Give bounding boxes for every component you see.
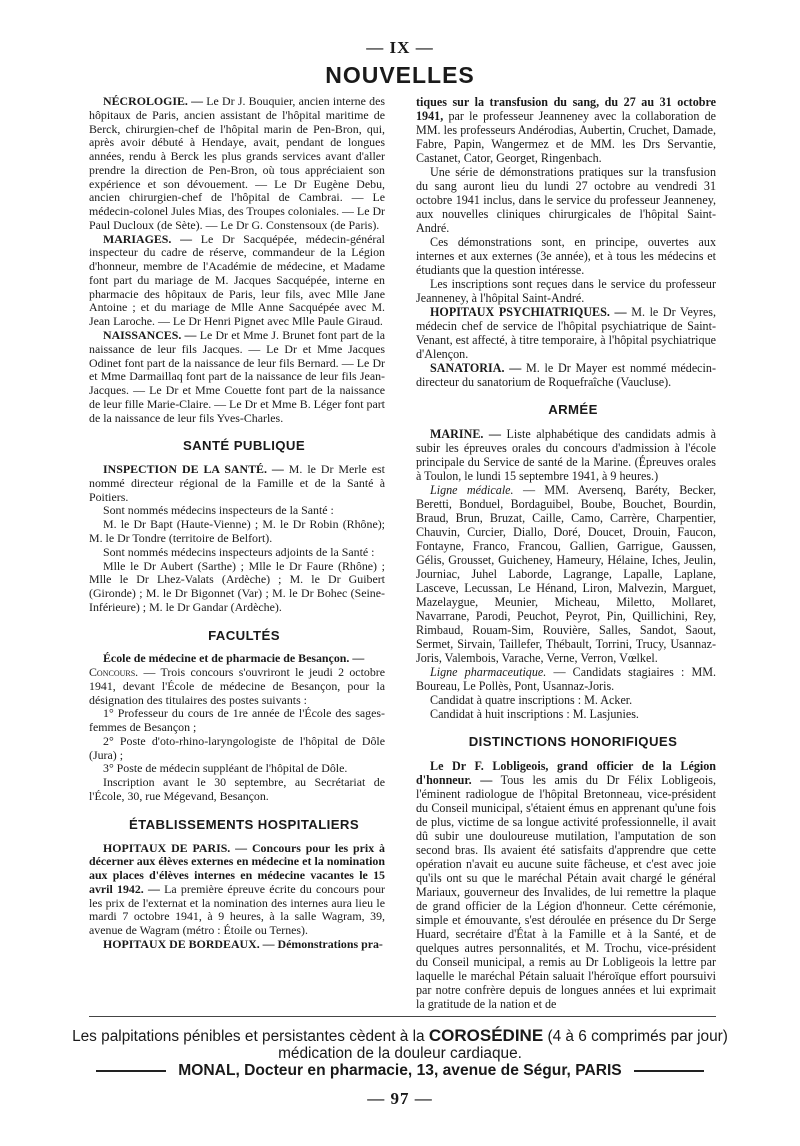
inspection-p3: M. le Dr Bapt (Haute-Vienne) ; M. le Dr Robin (Rhône); M. le Dr Tondre (territoire de Belfort). <box>89 517 385 545</box>
ad-line-1 <box>0 1026 800 1046</box>
necrologie-paragraph <box>89 95 385 233</box>
necrologie-text: Le Dr J. Bouquier, ancien interne des hôpitaux de Paris, ancien assistant de l'hôpital maritime de Berck, chirurgien-chef de l'hôpital marin de Pen-Bron, qui, après avoir débuté à Hendaye, avait, pendant de longues années, rendu à Berck les plus grands services avant d'aller prendre la direction de Pen-Bron, où tous appréciaient son expérience et son dévouement. — Le Dr Eugène Debu, ancien chirurgien-chef de l'hôpital de Cambrai. — Le médecin-colonel Jules Mias, des Troupes coloniales. — Le Dr Paul Ducloux (de Sète). — Le Dr G. Constensoux (de Paris). <box>89 94 385 232</box>
naissances-paragraph <box>89 329 385 425</box>
sanatoria-text: M. le Dr Mayer est nommé médecin-directeur du sanatorium de Roquefraîche (Vaucluse). <box>416 361 716 389</box>
marine-heading: MARINE. — <box>430 427 502 441</box>
lobligeois-text: Tous les amis du Dr Félix Lobligeois, l'éminent radiologue de l'hôpital Bretonneau, vice-président du Conseil municipal, s'étaient émus en apprenant qu'une fois de plus, victime de sa longue activité professionnelle, il avait dû subir une douloureuse mutilation, l'amputation de son second bras. Ils avaient été satisfaits d'apprendre que cette opération n'avait eu aucune suite fâcheuse, et c'est avec joie qu'ils ont su que le maréchal Pétain avait chargé le général Mariaux, gouverneur des Invalides, de lui remettre la plaque de grand officier de la Légion d'honneur. Cette cérémonie, simple et émouvante, s'est déroulée en présence du Dr Serge Huard, secrétaire d'État à la Famille et à la Santé, et de quelques autres personnalités, et M. Trochu, vice-président du Conseil municipal, a remis au Dr Lobligeois la lettre par laquelle le maréchal Pétain saluait l'héroïque effort poursuivi par notre confrère depuis de longues années et lui exprimait la gratitude de la nation et de <box>416 773 716 1011</box>
psychiatriques-heading: HOPITAUX PSYCHIATRIQUES. — <box>430 305 627 319</box>
ecole-heading: École de médecine et de pharmacie de Besançon. — <box>103 651 365 666</box>
concours-item-1: 1° Professeur du cours de 1re année de l'École des sages-femmes de Besançon ; <box>89 706 385 735</box>
candidat-huit: Candidat à huit inscriptions : M. Lasjunies. <box>430 707 639 721</box>
ad-line-2: médication de la douleur cardiaque. <box>278 1045 522 1062</box>
mariages-heading: MARIAGES. — <box>103 231 192 246</box>
psychiatriques-text: M. le Dr Veyres, médecin chef de service de l'hôpital psychiatrique de Saint-Venant, est affecté, à titre temporaire, à l'hôpital psychiatrique d'Alençon. <box>416 305 716 361</box>
hopitaux-bordeaux-heading: HOPITAUX DE BORDEAUX. — Démonstrations pra- <box>103 936 383 951</box>
page-number-roman: — IX — <box>366 38 434 57</box>
lobligeois-paragraph <box>416 759 716 1011</box>
psychiatriques-paragraph <box>416 305 716 361</box>
ad-dosage: (4 à 6 comprimés par jour) <box>547 1028 728 1045</box>
ligne-medicale-paragraph <box>416 483 716 665</box>
ligne-medicale-label: Ligne médicale. <box>430 483 514 497</box>
ligne-pharma-list: — Candidats stagiaires : MM. Boureau, Le Pollès, Pont, Usannaz-Joris. <box>416 665 716 693</box>
left-column <box>89 95 385 952</box>
inspection-heading: INSPECTION DE LA SANTÉ. — <box>103 462 284 477</box>
ad-line-1-text: Les palpitations pénibles et persistantes cèdent à la <box>72 1028 425 1045</box>
section-sante-publique: SANTÉ PUBLIQUE <box>182 438 306 454</box>
candidat-quatre: Candidat à quatre inscriptions : M. Acker. <box>430 693 633 707</box>
page-number: — 97 — <box>367 1089 433 1108</box>
ad-brand: COROSÉDINE <box>428 1026 544 1045</box>
ligne-pharma-label: Ligne pharmaceutique. <box>430 665 547 679</box>
mariages-text: Le Dr Sacquépée, médecin-général inspecteur du cadre de réserve, commandeur de la Légion d'honneur, membre de l'Académie de médecine, et Madame font part du mariage de M. Jacques Sacquépée, interne en pharmacie des hôpitaux de Paris, leur fils, avec Mlle Jane Antoine ; et du mariage de Mlle Anne Sacquépée avec M. Jean Laroche. — Le Dr Henri Pignet avec Mlle Paule Giraud. <box>89 231 385 329</box>
concours-item-4: Inscription avant le 30 septembre, au Secrétariat de l'École, 30, rue Mégevand, Besançon. <box>89 775 385 803</box>
ad-rule-left <box>96 1070 166 1072</box>
section-etablissements: ÉTABLISSEMENTS HOSPITALIERS <box>128 816 360 832</box>
ad-company: MONAL, <box>178 1062 240 1079</box>
bordeaux-continued-text: par le professeur Jeanneney avec la collaboration de MM. les professeurs Andérodias, Aubertin, Cruchet, Damade, Fabre, Papin, Wangermez et de MM. les Drs Servantie, Castanet, Cator, Georget, Ringenbach. <box>416 109 717 165</box>
section-distinctions: DISTINCTIONS HONORIFIQUES <box>468 734 678 749</box>
right-column <box>416 95 716 1011</box>
concours-text: Trois concours s'ouvriront le jeudi 2 octobre 1941, devant l'École de médecine de Besançon, pour la désignation des titulaires des postes suivants : <box>89 665 385 707</box>
lobligeois-heading: Le Dr F. Lobligeois, grand officier de la Légion d'honneur. — <box>416 759 716 787</box>
mariages-paragraph <box>89 233 385 329</box>
naissances-text: Le Dr et Mme J. Brunet font part de la naissance de leur fils Jacques. — Le Dr et Mme Jacques Odinet font part de la naissance de leur fils Bernard. — Le Dr et Mme Darmaillaq font part de la naissance de leur fils Jean-Jacques. — Le Dr et Mme Couette font part de la naissance de leur fille Marie-Claire. — Le Dr et Mme B. Léger font part de la naissance de leur fils Yves-Charles. <box>89 328 385 425</box>
concours-item-2: 2° Poste d'oto-rhino-laryngologiste de l'hôpital de Dôle (Jura) ; <box>89 733 385 762</box>
inspection-text: M. le Dr Merle est nommé directeur régional de la Famille et de la Santé à Poitiers. <box>89 462 385 504</box>
necrologie-heading: NÉCROLOGIE. — <box>103 94 204 108</box>
ligne-medicale-list: — MM. Aversenq, Baréty, Becker, Beretti, Bonduel, Bordaguibel, Boube, Bouchet, Bourdin, Braud, Brun, Bruzat, Caille, Camo, Carrère, Charpentier, Chauvin, Curcier, Diallo, Doré, Doucet, Drouin, Faucon, Fontayne, Franco, Francou, Gallien, Garrigue, Gaussen, Gélis, Grousset, Guicheney, Hameury, Hélaine, Iches, Jeulin, Journiac, Juhel Laborde, Lagrange, Lapalle, Laplane, Lasceve, Lecussan, Le Hénand, Liron, Malvezin, Marguet, Mazelaygue, Meunier, Micheau, Miletto, Mollaret, Navarrane, Parodi, Peuchot, Peyrot, Pin, Quillichini, Rey, Rimbaud, Rouam-Sim, Rouvière, Salles, Sandot, Saout, Sermet, Sirvain, Taillefer, Thébault, Torrini, Trucy, Usannaz-Joris, Valembois, Varache, Verne, Verron, Vœlkel. <box>416 483 717 665</box>
bordeaux-p3: Ces démonstrations sont, en principe, ouvertes aux internes et aux externes (3e année), et à tous les médecins et étudiants que la question intéresse. <box>416 235 716 277</box>
hopitaux-paris-paragraph <box>89 842 385 938</box>
ligne-pharma-paragraph <box>416 665 716 693</box>
bordeaux-continued <box>416 95 716 165</box>
marine-paragraph <box>416 427 716 483</box>
inspection-p4: Sont nommés médecins inspecteurs adjoints de la Santé : <box>103 544 375 559</box>
ad-rule-right <box>634 1070 704 1072</box>
hopitaux-bordeaux-paragraph <box>89 938 385 952</box>
concours-heading: Concours. — <box>89 665 156 680</box>
bordeaux-continued-bold: tiques sur la transfusion du sang, du 27 au 31 octobre 1941, <box>416 95 716 123</box>
inspection-p5: Mlle le Dr Aubert (Sarthe) ; Mlle le Dr Faure (Rhône) ; Mlle le Dr Lhez-Valats (Ardèche) ; M. le Dr Guibert (Gironde) ; M. le Dr Bigonnet (Var) ; M. le Dr Bohec (Seine-Inférieure) ; M. le Dr Gandar (Ardèche). <box>89 558 385 614</box>
inspection-p2: Sont nommés médecins inspecteurs de la Santé : <box>103 503 334 518</box>
marine-text: Liste alphabétique des candidats admis à subir les épreuves orales du concours d'admission à l'école principale du Service de santé de la Marine. (Épreuves orales à Toulon, le lundi 15 septembre 1941, à 9 heures.) <box>416 427 717 483</box>
section-facultes: FACULTÉS <box>208 627 280 643</box>
concours-paragraph <box>89 666 385 707</box>
section-armee: ARMÉE <box>548 402 598 417</box>
footer-divider <box>89 1016 716 1017</box>
ad-line-3 <box>0 1062 800 1080</box>
sanatoria-paragraph <box>416 361 716 389</box>
hopitaux-paris-heading: HOPITAUX DE PARIS. — Concours pour les prix à décerner aux élèves externes en médecine et la nomination aux places d'élèves internes en médecine vacantes le 15 avril 1942. — <box>89 840 385 896</box>
bordeaux-p2: Une série de démonstrations pratiques sur la transfusion du sang auront lieu du lundi 27 octobre au vendredi 31 octobre 1941 inclus, dans le service du professeur Jeanneney, aux nouvelles cliniques chirurgicales de l'hôpital Saint-André. <box>416 165 716 235</box>
ad-address: Docteur en pharmacie, 13, avenue de Ségur, PARIS <box>244 1062 622 1079</box>
page-title: NOUVELLES <box>325 62 475 88</box>
naissances-heading: NAISSANCES. — <box>103 328 197 343</box>
sanatoria-heading: SANATORIA. — <box>430 361 522 375</box>
concours-item-3: 3° Poste de médecin suppléant de l'hôpital de Dôle. <box>103 761 348 776</box>
inspection-paragraph <box>89 463 385 504</box>
bordeaux-p4: Les inscriptions sont reçues dans le service du professeur Jeanneney, à l'hôpital Saint-André. <box>416 277 716 305</box>
ecole-heading-paragraph <box>89 652 385 666</box>
hopitaux-paris-text: La première épreuve écrite du concours pour les prix de l'externat et la nomination des internes aura lieu le mardi 7 octobre 1941, à 9 heures, à la salle Wagram, 39, avenue de Wagram (métro : Étoile ou Ternes). <box>89 881 386 938</box>
